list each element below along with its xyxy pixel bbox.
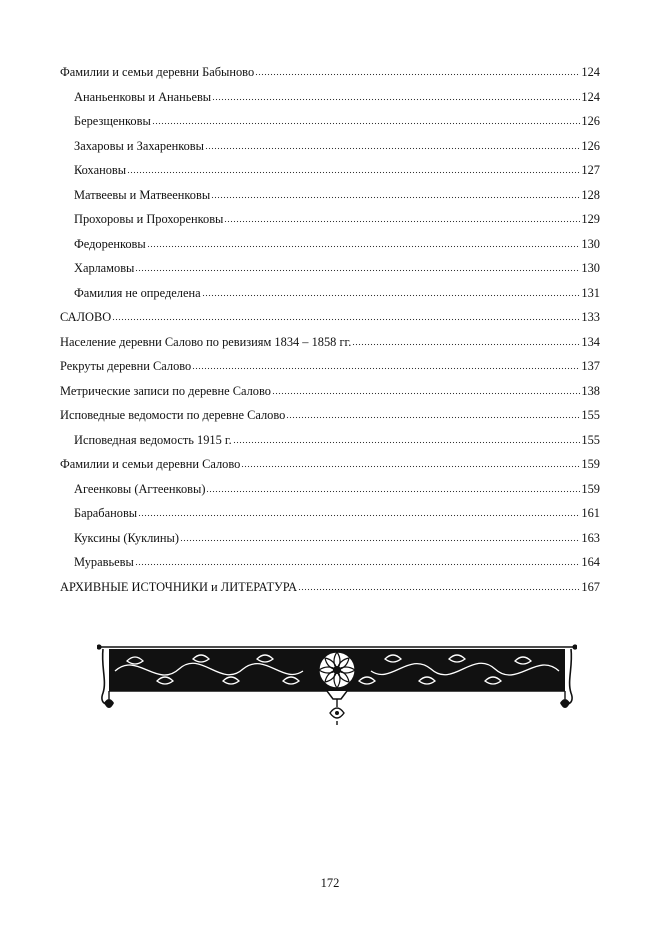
toc-entry-title: Фамилия не определена bbox=[74, 285, 201, 300]
leader-dots bbox=[152, 114, 581, 125]
toc-entry-title: Население деревни Салово по ревизиям 1834 – 1858 гг. bbox=[60, 334, 352, 349]
toc-entry-page: 130 bbox=[581, 236, 600, 251]
toc-entry-page: 127 bbox=[581, 163, 600, 177]
leader-dots bbox=[127, 163, 580, 174]
toc-entry bbox=[60, 456, 600, 481]
toc-entry bbox=[60, 579, 600, 604]
toc-entry-page: 161 bbox=[581, 506, 600, 520]
leader-dots bbox=[180, 531, 580, 542]
leader-dots bbox=[352, 335, 580, 346]
leader-dots bbox=[211, 188, 580, 199]
leader-dots bbox=[272, 384, 580, 395]
toc-entry bbox=[60, 481, 600, 506]
toc-entry-title: Рекруты деревни Салово bbox=[60, 359, 192, 373]
toc-entry-title: АРХИВНЫЕ ИСТОЧНИКИ и ЛИТЕРАТУРА bbox=[60, 579, 298, 594]
toc-entry-title: САЛОВО bbox=[60, 310, 112, 324]
toc-entry-page: 128 bbox=[581, 187, 600, 202]
toc-entry-page: 159 bbox=[581, 481, 600, 496]
toc-entry-page: 155 bbox=[581, 408, 600, 422]
toc-entry bbox=[60, 358, 600, 383]
toc-entry-title: Фамилии и семьи деревни Салово bbox=[60, 457, 241, 471]
toc-entry bbox=[60, 138, 600, 163]
toc-entry bbox=[60, 505, 600, 530]
table-of-contents bbox=[60, 64, 600, 603]
leader-dots bbox=[298, 580, 580, 591]
page-number: 172 bbox=[320, 876, 340, 890]
toc-entry bbox=[60, 211, 600, 236]
toc-entry-page: 126 bbox=[581, 138, 600, 153]
toc-entry bbox=[60, 432, 600, 457]
toc-entry-page: 163 bbox=[581, 530, 600, 545]
toc-entry-title: Исповедные ведомости по деревне Салово bbox=[60, 408, 286, 422]
toc-entry-title: Прохоровы и Прохоренковы bbox=[74, 212, 224, 226]
toc-entry-page: 137 bbox=[581, 359, 600, 373]
toc-entry-title: Муравьевы bbox=[74, 555, 134, 569]
toc-entry-page: 131 bbox=[581, 285, 600, 300]
leader-dots bbox=[224, 212, 580, 223]
toc-entry bbox=[60, 407, 600, 432]
leader-dots bbox=[147, 237, 581, 248]
toc-entry bbox=[60, 554, 600, 579]
toc-entry-title: Федоренковы bbox=[74, 236, 146, 251]
decorative-ornament-banner bbox=[97, 637, 577, 727]
toc-entry bbox=[60, 89, 600, 114]
toc-entry-title: Агеенковы (Агтеенковы) bbox=[74, 481, 206, 496]
leader-dots bbox=[241, 457, 580, 468]
toc-entry-title: Метрические записи по деревне Салово bbox=[60, 383, 271, 398]
toc-entry-page: 124 bbox=[581, 65, 600, 79]
toc-entry-page: 129 bbox=[581, 212, 600, 226]
toc-entry-page: 133 bbox=[581, 310, 600, 324]
leader-dots bbox=[206, 482, 580, 493]
leader-dots bbox=[212, 90, 580, 101]
toc-entry bbox=[60, 162, 600, 187]
toc-entry-title: Исповедная ведомость 1915 г. bbox=[74, 432, 232, 447]
toc-entry bbox=[60, 113, 600, 138]
leader-dots bbox=[286, 408, 580, 419]
toc-entry bbox=[60, 309, 600, 334]
toc-entry bbox=[60, 334, 600, 359]
toc-entry bbox=[60, 285, 600, 310]
toc-entry-page: 134 bbox=[581, 334, 600, 349]
leader-dots bbox=[135, 261, 580, 272]
toc-entry-title: Березщенковы bbox=[74, 114, 151, 128]
leader-dots bbox=[202, 286, 581, 297]
toc-entry-page: 167 bbox=[581, 579, 600, 594]
leader-dots bbox=[138, 506, 580, 517]
toc-entry-page: 138 bbox=[581, 383, 600, 398]
leader-dots bbox=[205, 139, 580, 150]
toc-entry-title: Ананьенковы и Ананьевы bbox=[74, 89, 212, 104]
toc-entry bbox=[60, 530, 600, 555]
toc-entry-title: Фамилии и семьи деревни Бабыново bbox=[60, 65, 255, 79]
toc-entry bbox=[60, 260, 600, 285]
toc-entry-title: Барабановы bbox=[74, 506, 138, 520]
leader-dots bbox=[112, 310, 580, 321]
toc-entry-page: 124 bbox=[581, 89, 600, 104]
toc-entry bbox=[60, 383, 600, 408]
toc-entry-page: 130 bbox=[581, 261, 600, 275]
toc-entry-title: Кохановы bbox=[74, 163, 127, 177]
leader-dots bbox=[135, 555, 581, 566]
toc-entry bbox=[60, 187, 600, 212]
toc-entry-title: Куксины (Куклины) bbox=[74, 530, 179, 545]
leader-dots bbox=[255, 65, 580, 76]
toc-entry-page: 159 bbox=[581, 457, 600, 471]
toc-entry-page: 155 bbox=[581, 432, 600, 447]
toc-entry bbox=[60, 236, 600, 261]
toc-entry-title: Матвеевы и Матвеенковы bbox=[74, 187, 211, 202]
toc-entry-page: 164 bbox=[581, 555, 600, 569]
leader-dots bbox=[233, 433, 581, 444]
leader-dots bbox=[192, 359, 580, 370]
toc-entry-title: Захаровы и Захаренковы bbox=[74, 138, 204, 153]
toc-entry-title: Харламовы bbox=[74, 261, 135, 275]
toc-entry-page: 126 bbox=[581, 114, 600, 128]
toc-entry bbox=[60, 64, 600, 89]
